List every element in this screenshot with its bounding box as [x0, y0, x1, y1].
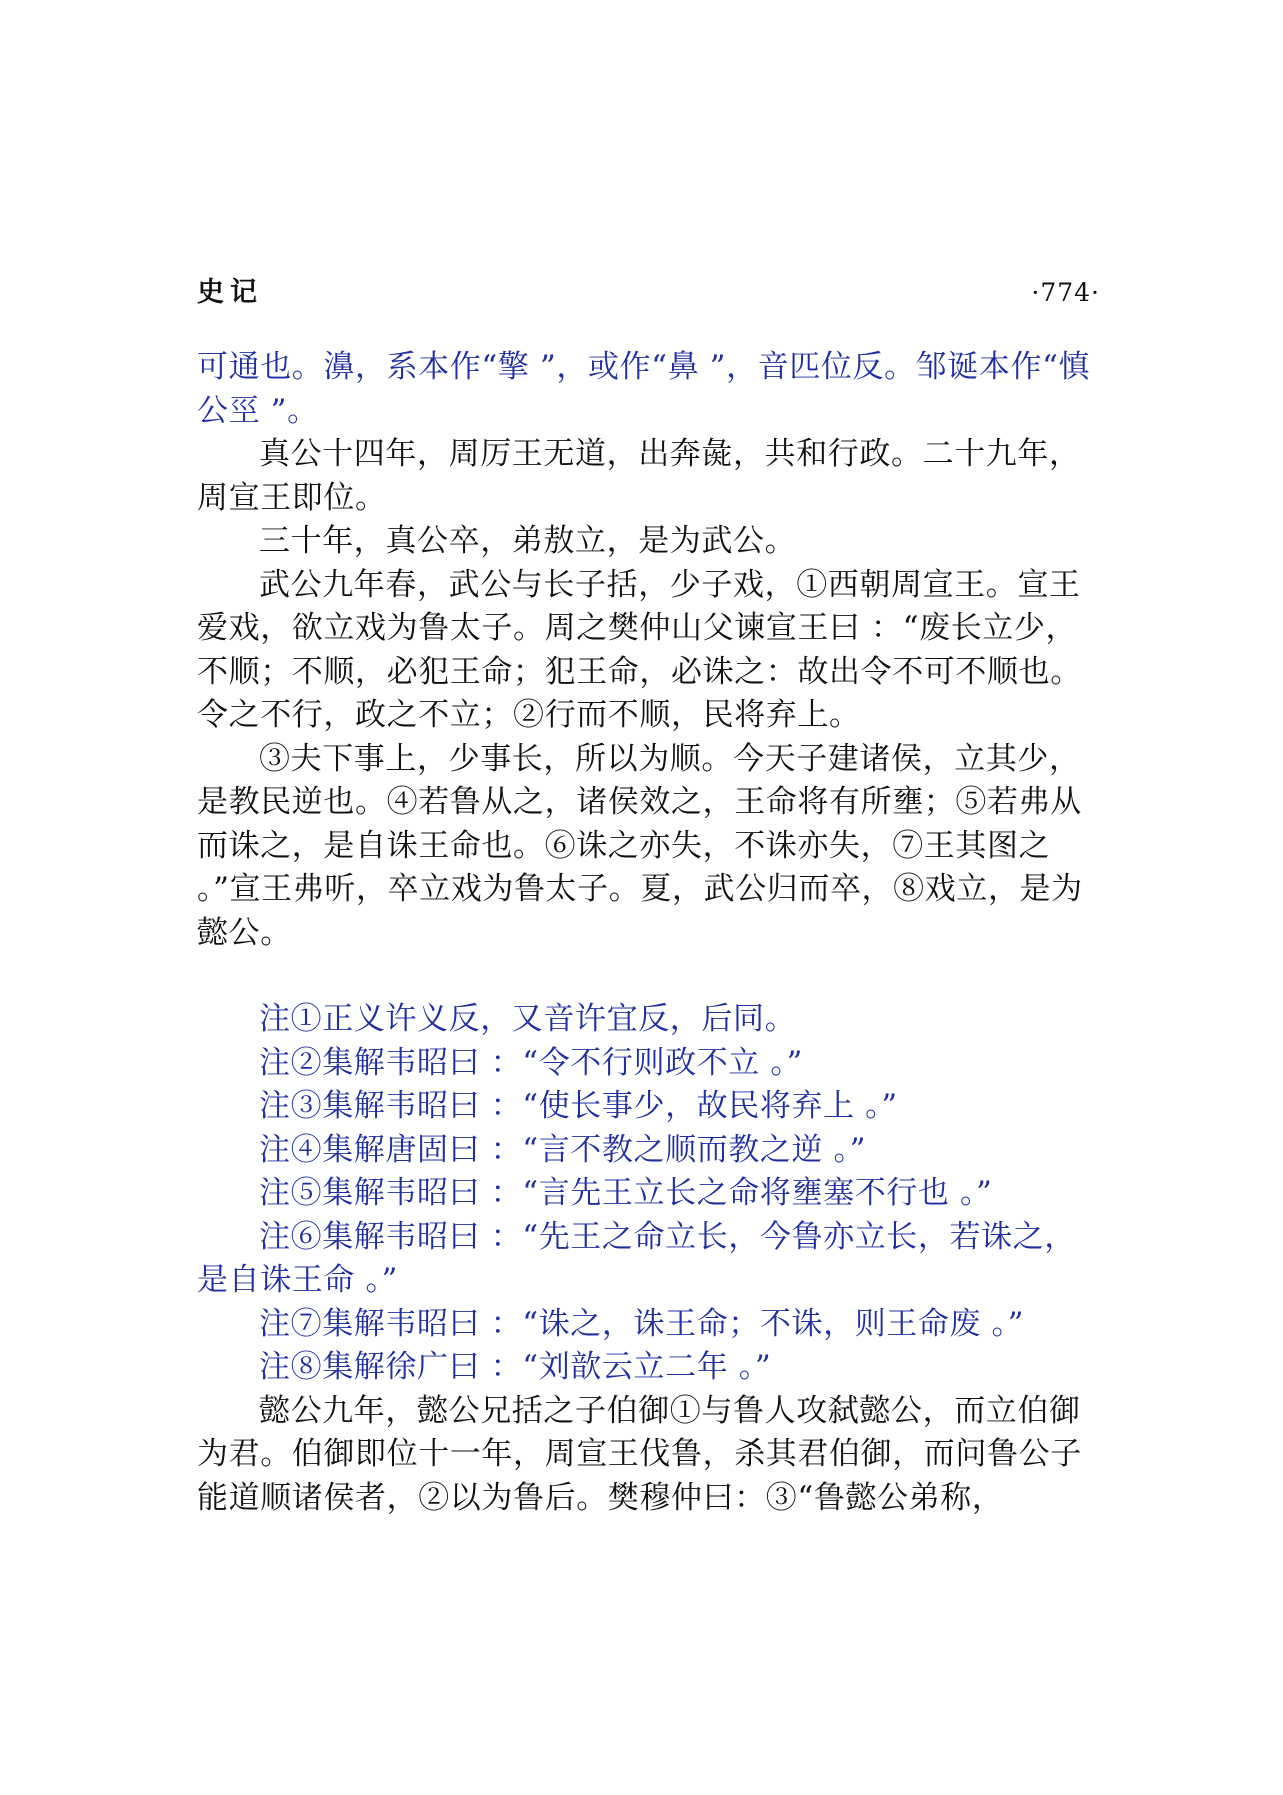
- body-paragraph: 三十年，真公卒，弟敖立，是为武公。: [259, 523, 797, 559]
- page-content: [197, 346, 1100, 1520]
- section-gap: [197, 955, 1100, 998]
- body-paragraph: 真公十四年，周厉王无道，出奔彘，共和行政。二十九年，周宣王即位。: [197, 436, 1081, 516]
- annotation-note: 注③集解韦昭曰 ：“使长事少，故民将弃上 。”: [259, 1088, 898, 1124]
- body-paragraph: ③夫下事上，少事长，所以为顺。今天子建诸侯，立其少，是教民逆也。④若鲁从之，诸侯效之，王命将有所壅；⑤若弗从而诛之，是自诛王命也。⑥诛之亦失，不诛亦失，⑦王其图之 。”宣王弗听，卒立戏为鲁太子。夏，武公归而卒，⑧戏立，是为懿公。: [197, 740, 1083, 951]
- annotation-note: 注①正义许义反，又音许宜反，后同。: [259, 1001, 797, 1037]
- annotation-note: 注②集解韦昭曰 ：“令不行则政不立 。”: [259, 1044, 803, 1081]
- annotation-note: 注⑤集解韦昭曰 ：“言先王立长之命将壅塞不行也 。”: [259, 1175, 993, 1211]
- annotation-note: 注⑥集解韦昭曰 ：“先王之命立长，今鲁亦立长，若诛之，是自诛王命 。”: [197, 1218, 1076, 1298]
- annotation-notes: [197, 998, 1100, 1390]
- annotation-note: 注⑦集解韦昭曰 ：“诛之，诛王命；不诛，则王命废 。”: [259, 1305, 1025, 1342]
- annotation-note: 注⑧集解徐广曰 ：“刘歆云立二年 。”: [259, 1349, 772, 1385]
- closing-paragraph: 懿公九年，懿公兄括之子伯御①与鲁人攻弑懿公，而立伯御为君。伯御即位十一年，周宣王伐鲁，杀其君伯御，而问鲁公子能道顺诸侯者，②以为鲁后。樊穆仲曰：③“鲁懿公弟称，: [197, 1392, 1082, 1516]
- annotation-note: 注④集解唐固曰 ：“言不教之顺而教之逆 。”: [259, 1131, 867, 1168]
- document-page: [197, 270, 1100, 1520]
- note-continuation: 可通也。濞，系本作“擎 ”，或作“鼻 ”，音匹位反。邹诞本作“慎公巠 ”。: [197, 349, 1091, 429]
- page-number: ·774·: [1031, 278, 1100, 307]
- body-paragraph: 武公九年春，武公与长子括，少子戏，①西朝周宣王。宣王爱戏，欲立戏为鲁太子。周之樊仲山父谏宣王曰 ：“废长立少，不顺；不顺，必犯王命；犯王命，必诛之：故出令不可不顺也。令之不行，政之不立；②行而不顺，民将弃上。: [197, 566, 1082, 733]
- book-title: 史记: [197, 277, 263, 308]
- page-header: [197, 270, 1100, 310]
